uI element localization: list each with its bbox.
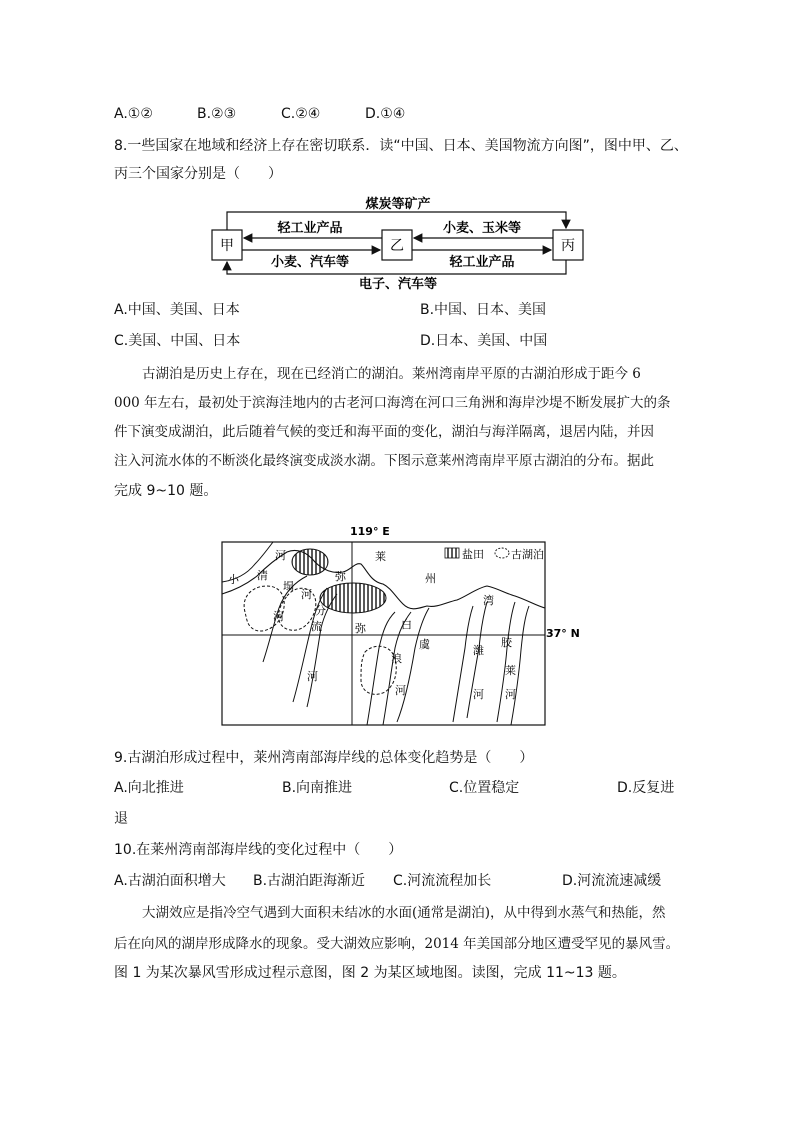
map-label: 河 (275, 549, 286, 562)
latitude-label: 37° N (546, 627, 580, 640)
map-frame (222, 542, 545, 725)
map-label: 清 (257, 569, 268, 582)
map-label: 河 (273, 610, 284, 623)
q9-option-d-wrap: 退 (114, 811, 128, 827)
longitude-label: 119° E (350, 525, 390, 538)
bc-bottom-label: 轻工业产品 (449, 255, 515, 270)
passage2-line1: 大湖效应是指冷空气遇到大面积未结冰的水面(通常是湖泊)，从中得到水蒸气和热能，然 (142, 905, 666, 921)
passage1-line3: 件下演变成湖泊，此后随着气候的变迁和海平面的变化，湖泊与海洋隔离，退居内陆，并因 (114, 424, 654, 440)
ab-top-label: 轻工业产品 (277, 221, 343, 236)
bc-top-label: 小麦、玉米等 (442, 221, 522, 236)
node-bing: 丙 (561, 238, 575, 254)
legend-salt-label: 盐田 (462, 548, 484, 561)
map-label: 河 (473, 688, 484, 701)
salt-field-1 (292, 549, 328, 575)
q7-option-a: A.①② (114, 106, 153, 122)
legend-lake-label: 古湖泊 (511, 548, 544, 561)
q8-stem-line2: 丙三个国家分别是（ ） (114, 166, 282, 182)
q10-stem: 10.在莱州湾南部海岸线的变化过程中（ ） (114, 842, 403, 858)
q9-option-b: B.向南推进 (282, 780, 353, 796)
map-label: 河 (505, 688, 516, 701)
q10-option-b: B.古湖泊距海渐近 (253, 873, 366, 889)
bottom-route-label: 电子、汽车等 (358, 277, 438, 290)
map-label: 莱 (375, 550, 386, 563)
legend-salt-swatch (445, 548, 459, 558)
passage1-line4: 注入河流水体的不断淡化最终演变成淡水湖。下图示意莱州湾南岸平原古湖泊的分布。据此 (114, 453, 654, 469)
map-label: 弥 (335, 570, 346, 583)
q7-option-b: B.②③ (197, 106, 237, 122)
map-label: 湾 (483, 594, 494, 607)
map-label: 莱 (505, 664, 516, 677)
map-label: 河 (395, 684, 406, 697)
q8-option-b: B.中国、日本、美国 (420, 302, 547, 318)
q10-option-c: C.河流流程加长 (393, 873, 492, 889)
q10-option-d: D.河流流速减缓 (562, 873, 662, 889)
map-label: 州 (425, 572, 436, 585)
q8-option-d: D.日本、美国、中国 (420, 333, 548, 349)
passage1-line5: 完成 9~10 题。 (114, 483, 218, 499)
q9-option-d: D.反复进 (617, 780, 675, 796)
q9-stem: 9.古湖泊形成过程中，莱州湾南部海岸线的总体变化趋势是（ ） (114, 750, 534, 766)
passage2-line3: 图 1 为某次暴风雪形成过程示意图，图 2 为某区域地图。读图，完成 11~13 题。 (114, 965, 626, 981)
map-label: 虞 (419, 638, 430, 651)
salt-field-2 (320, 583, 386, 613)
map-label: 流 (311, 620, 322, 633)
passage1-line2: 000 年左右，最初处于滨海洼地内的古老河口海湾在河口三角洲和海岸沙堤不断发展扩大的条 (114, 395, 671, 411)
q8-stem-line1: 8.一些国家在地域和经济上存在密切联系．读“中国、日本、美国物流方向图”，图中甲、乙、 (114, 138, 688, 154)
map-label: 河 (307, 670, 318, 683)
laizhou-bay-map (215, 522, 583, 728)
top-route-label: 煤炭等矿产 (365, 197, 431, 212)
map-label: 浪 (391, 652, 402, 665)
q9-option-c: C.位置稳定 (449, 780, 520, 796)
map-label: 潍 (473, 644, 484, 657)
passage1-line1: 古湖泊是历史上存在，现在已经消亡的湖泊。莱州湾南岸平原的古湖泊形成于距今 6 (142, 366, 641, 382)
node-jia: 甲 (220, 238, 234, 254)
q7-option-c: C.②④ (281, 106, 321, 122)
passage2-line2: 后在向风的湖岸形成降水的现象。受大湖效应影响，2014 年美国部分地区遭受罕见的暴风雪。 (114, 936, 680, 952)
map-label: 弥 (355, 622, 366, 635)
map-label: 河 (301, 588, 312, 601)
map-label: 塌 (283, 580, 294, 593)
q7-option-d: D.①④ (365, 106, 406, 122)
logistics-diagram (210, 194, 585, 290)
node-yi: 乙 (390, 238, 404, 254)
map-label: 胶 (501, 636, 512, 649)
map-label: 分 (315, 604, 326, 617)
map-label: 白 (401, 618, 412, 631)
q10-option-a: A.古湖泊面积增大 (114, 873, 226, 889)
q8-option-a: A.中国、美国、日本 (114, 302, 240, 318)
q9-option-a: A.向北推进 (114, 780, 184, 796)
q8-option-c: C.美国、中国、日本 (114, 333, 241, 349)
map-label: 小 (228, 573, 239, 586)
ab-bottom-label: 小麦、汽车等 (270, 255, 350, 270)
